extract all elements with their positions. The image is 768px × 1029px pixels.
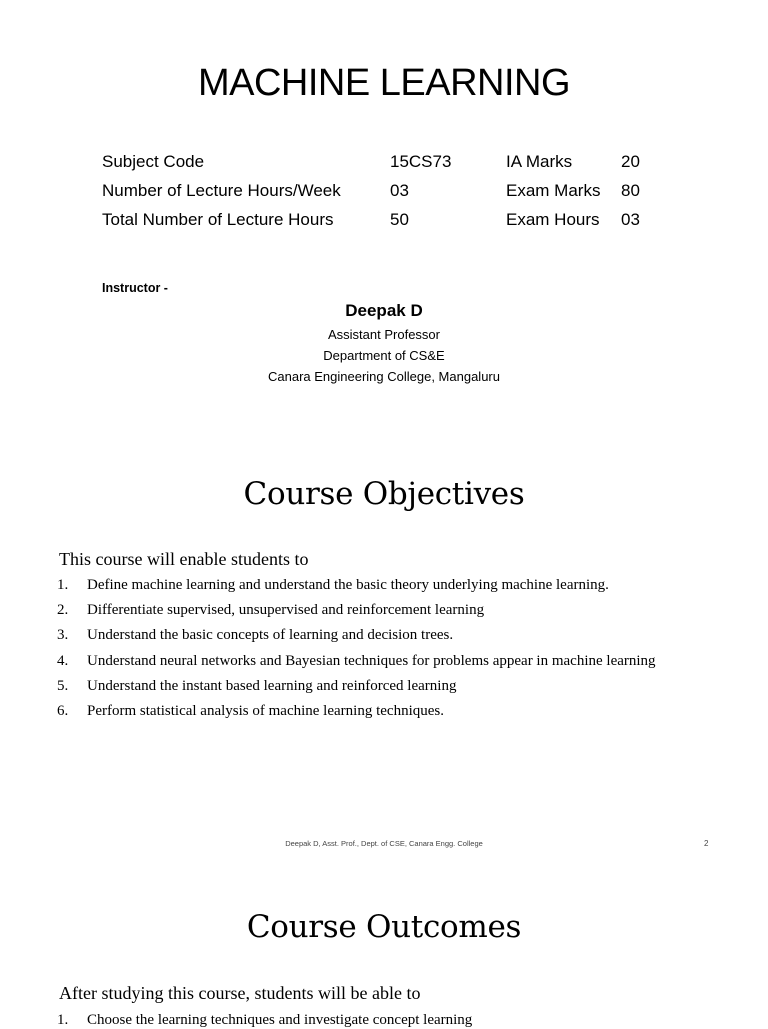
info-label-2: IA Marks: [506, 152, 573, 171]
info-label: Subject Code: [102, 152, 205, 171]
info-value-2: 03: [621, 210, 640, 229]
document-title: MACHINE LEARNING: [197, 62, 571, 104]
outcomes-heading: Course Outcomes: [246, 909, 522, 945]
list-item-number: 3.: [57, 627, 69, 644]
info-value: 50: [390, 210, 409, 229]
info-value-2: 80: [621, 181, 640, 200]
list-item-number: 5.: [57, 677, 69, 694]
list-item-text: Understand the basic concepts of learning and decision trees.: [87, 627, 454, 644]
info-label-2: Exam Marks: [506, 181, 601, 200]
instructor-label: Instructor -: [102, 281, 168, 295]
instructor-name: Deepak D: [345, 301, 423, 320]
instructor-designation: Assistant Professor: [328, 327, 440, 342]
info-label: Number of Lecture Hours/Week: [102, 181, 341, 200]
info-value: 03: [390, 181, 409, 200]
info-label: Total Number of Lecture Hours: [102, 210, 334, 229]
info-value-2: 20: [621, 152, 640, 171]
list-item-text: Choose the learning techniques and investigate concept learning: [87, 1012, 473, 1028]
outcomes-intro: After studying this course, students will be able to: [59, 983, 421, 1003]
list-item-number: 6.: [57, 702, 69, 719]
info-label-2: Exam Hours: [506, 210, 600, 229]
list-item-text: Perform statistical analysis of machine learning techniques.: [87, 702, 444, 719]
page-footer: Deepak D, Asst. Prof., Dept. of CSE, Canara Engg. College: [285, 839, 483, 848]
list-item-number: 1.: [57, 577, 69, 593]
list-item-text: Differentiate supervised, unsupervised and reinforcement learning: [87, 602, 485, 619]
objectives-intro: This course will enable students to: [59, 549, 309, 569]
list-item-number: 1.: [57, 1012, 69, 1028]
instructor-department: Department of CS&E: [323, 348, 445, 363]
objectives-heading: Course Objectives: [243, 476, 525, 512]
info-value: 15CS73: [390, 152, 452, 171]
list-item-text: Understand the instant based learning and reinforced learning: [87, 677, 457, 694]
list-item-number: 4.: [57, 652, 69, 669]
list-item-text: Understand neural networks and Bayesian techniques for problems appear in machine learning: [87, 652, 656, 669]
list-item-number: 2.: [57, 602, 69, 619]
list-item-text: Define machine learning and understand the basic theory underlying machine learning.: [87, 577, 609, 593]
instructor-college: Canara Engineering College, Mangaluru: [268, 369, 500, 384]
page-number: 2: [704, 839, 709, 848]
